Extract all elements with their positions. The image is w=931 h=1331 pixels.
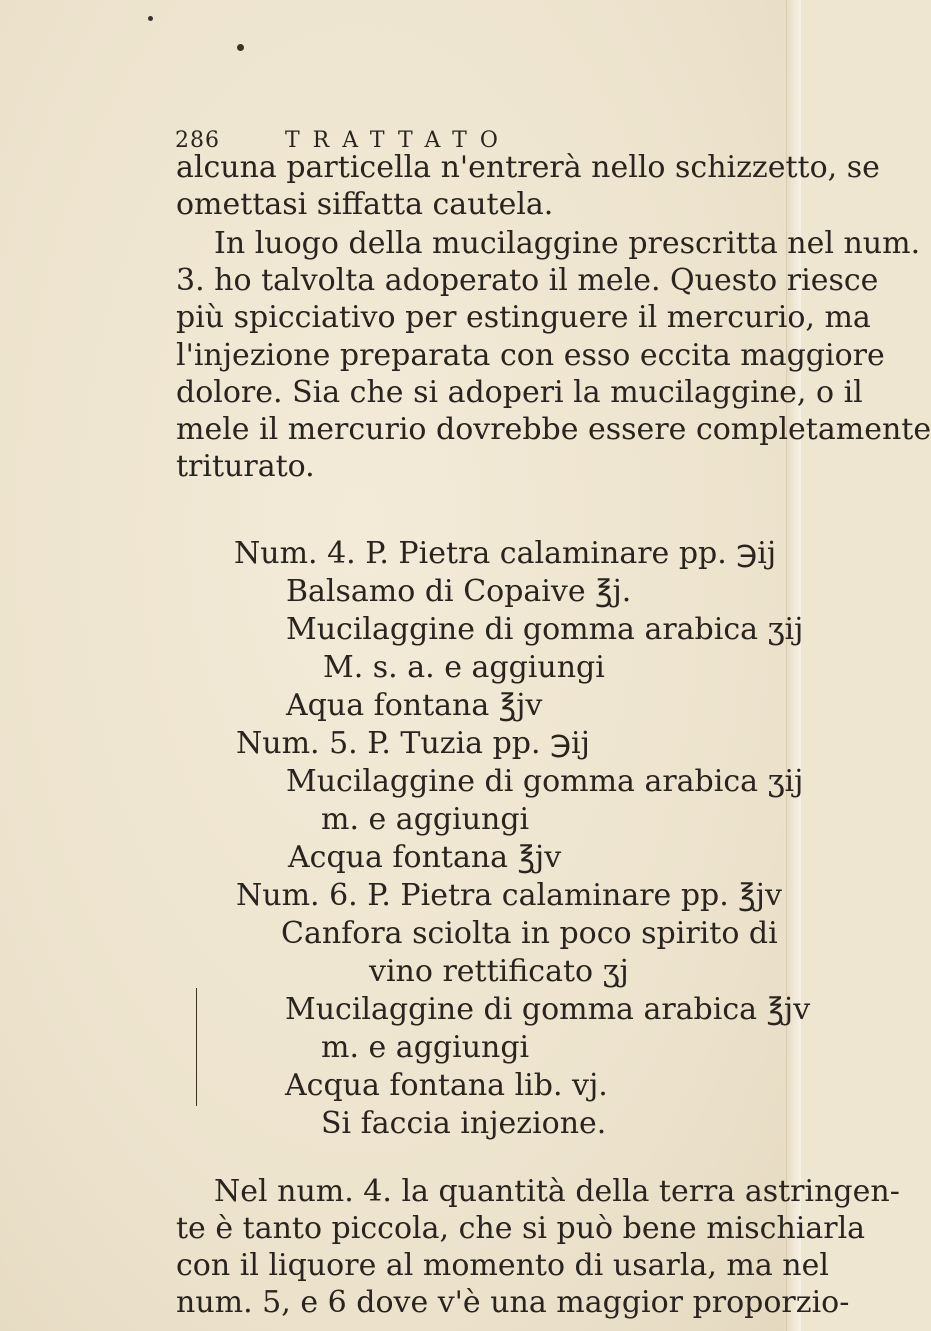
text-line: In luogo della mucilaggine prescritta nel num. bbox=[214, 226, 921, 261]
ink-spot bbox=[237, 44, 244, 51]
recipe-line: Num. 5. P. Tuzia pp. ℈ij bbox=[236, 726, 590, 761]
page-edge bbox=[786, 0, 801, 1331]
recipe-line: Acqua fontana lib. vj. bbox=[285, 1068, 608, 1103]
text-line: l'injezione preparata con esso eccita maggiore bbox=[176, 338, 885, 373]
recipe-line: Aqua fontana ℥jv bbox=[286, 688, 543, 723]
text-line: 3. ho talvolta adoperato il mele. Questo riesce bbox=[176, 263, 879, 298]
recipe-line: Mucilaggine di gomma arabica ʒij bbox=[286, 764, 804, 799]
text-line: num. 5, e 6 dove v'è una maggior proporzio- bbox=[176, 1285, 850, 1320]
recipe-line: Mucilaggine di gomma arabica ʒij bbox=[286, 612, 804, 647]
recipe-line: Num. 4. P. Pietra calaminare pp. ℈ij bbox=[234, 536, 777, 571]
recipe-line: Si faccia injezione. bbox=[321, 1106, 607, 1141]
text-line: mele il mercurio dovrebbe essere completamente bbox=[176, 412, 931, 447]
recipe-line: M. s. a. e aggiungi bbox=[323, 650, 605, 685]
recipe-line: Acqua fontana ℥jv bbox=[288, 840, 562, 875]
ink-spot bbox=[148, 16, 153, 21]
text-line: dolore. Sia che si adoperi la mucilaggine, o il bbox=[176, 375, 863, 410]
text-line: più spicciativo per estinguere il mercurio, ma bbox=[176, 300, 871, 335]
text-line: te è tanto piccola, che si può bene mischiarla bbox=[176, 1211, 866, 1246]
recipe-line: Mucilaggine di gomma arabica ℥jv bbox=[285, 992, 811, 1027]
text-line: triturato. bbox=[176, 449, 315, 484]
text-line: omettasi siffatta cautela. bbox=[176, 187, 554, 222]
recipe-line: m. e aggiungi bbox=[321, 1030, 530, 1065]
running-title: TRATTATO bbox=[285, 128, 511, 153]
recipe-line: vino rettificato ʒj bbox=[369, 954, 629, 989]
text-line: Nel num. 4. la quantità della terra astringen- bbox=[214, 1174, 900, 1209]
recipe-line: Num. 6. P. Pietra calaminare pp. ℥jv bbox=[236, 878, 782, 913]
recipe-bracket bbox=[196, 988, 209, 1106]
recipe-line: Canfora sciolta in poco spirito di bbox=[281, 916, 778, 951]
page-number: 286 bbox=[175, 128, 220, 153]
recipe-line: m. e aggiungi bbox=[321, 802, 530, 837]
text-line: alcuna particella n'entrerà nello schizzetto, se bbox=[176, 150, 880, 185]
recipe-line: Balsamo di Copaive ℥j. bbox=[286, 574, 632, 609]
text-line: con il liquore al momento di usarla, ma nel bbox=[176, 1248, 829, 1283]
